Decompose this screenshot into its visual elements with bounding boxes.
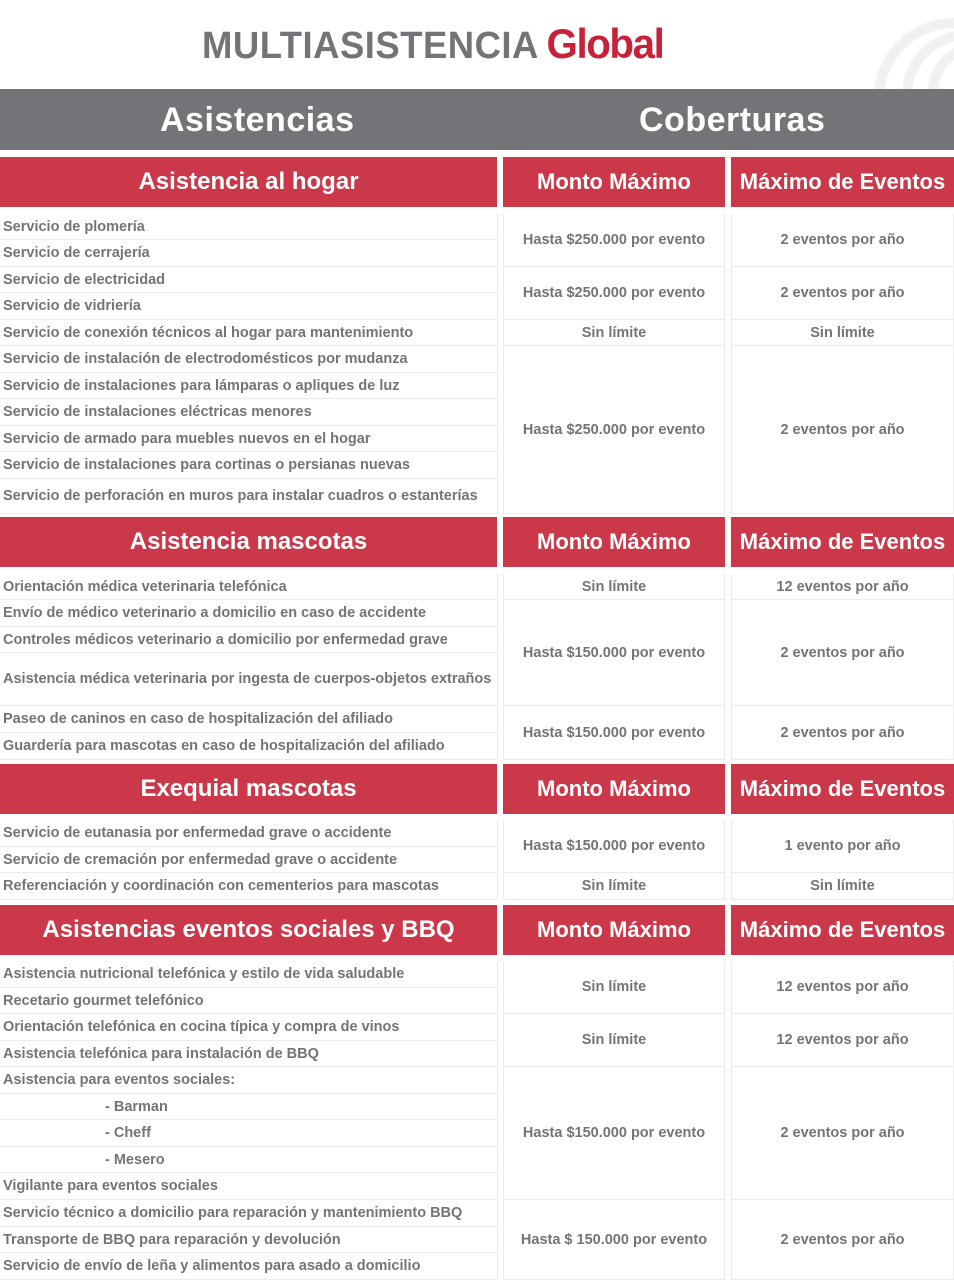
service-row: Servicio de instalaciones para lámparas o apliques de luz bbox=[0, 373, 497, 399]
events-cell: 2 eventos por año bbox=[731, 1200, 954, 1280]
column-group-bar bbox=[0, 89, 954, 150]
service-row: Transporte de BBQ para reparación y devolución bbox=[0, 1227, 497, 1253]
section-title: Asistencia al hogar bbox=[0, 157, 497, 207]
events-cell: 1 evento por año bbox=[731, 820, 954, 873]
asistencias-heading: Asistencias bbox=[160, 101, 355, 139]
service-row: Servicio de eutanasia por enfermedad grave o accidente bbox=[0, 820, 497, 847]
amount-cell: Sin límite bbox=[503, 574, 725, 600]
globe-icon bbox=[864, 8, 954, 90]
divider bbox=[497, 574, 498, 760]
amount-cell: Hasta $150.000 por evento bbox=[503, 600, 725, 706]
service-row: Servicio técnico a domicilio para reparación y mantenimiento BBQ bbox=[0, 1200, 497, 1227]
divider bbox=[497, 214, 498, 514]
service-row: Paseo de caninos en caso de hospitalización del afiliado bbox=[0, 706, 497, 733]
service-row: Servicio de plomería bbox=[0, 214, 497, 240]
events-cell: 12 eventos por año bbox=[731, 574, 954, 600]
amount-cell: Sin límite bbox=[503, 1014, 725, 1067]
amount-cell: Sin límite bbox=[503, 320, 725, 346]
amount-cell: Sin límite bbox=[503, 873, 725, 900]
events-cell: 2 eventos por año bbox=[731, 214, 954, 267]
service-row: Controles médicos veterinario a domicilio por enfermedad grave bbox=[0, 627, 497, 653]
service-row: Servicio de perforación en muros para instalar cuadros o estanterías bbox=[0, 479, 497, 514]
service-row: Servicio de cerrajería bbox=[0, 240, 497, 267]
service-row: Referenciación y coordinación con cementerios para mascotas bbox=[0, 873, 497, 900]
column-header-events: Máximo de Eventos bbox=[731, 157, 954, 207]
divider bbox=[497, 962, 498, 1280]
service-row: - Mesero bbox=[0, 1147, 497, 1173]
events-cell: Sin límite bbox=[731, 873, 954, 900]
amount-cell: Hasta $150.000 por evento bbox=[503, 820, 725, 873]
events-cell: 2 eventos por año bbox=[731, 1067, 954, 1200]
amount-cell: Hasta $ 150.000 por evento bbox=[503, 1200, 725, 1280]
amount-cell: Hasta $250.000 por evento bbox=[503, 214, 725, 267]
column-header-events: Máximo de Eventos bbox=[731, 517, 954, 567]
column-header-amount: Monto Máximo bbox=[503, 764, 725, 814]
column-header-events: Máximo de Eventos bbox=[731, 764, 954, 814]
service-row: Servicio de vidriería bbox=[0, 293, 497, 320]
amount-cell: Hasta $250.000 por evento bbox=[503, 346, 725, 514]
divider bbox=[497, 821, 498, 900]
coberturas-heading: Coberturas bbox=[639, 101, 826, 139]
section-title: Asistencias eventos sociales y BBQ bbox=[0, 905, 497, 955]
brand-logo bbox=[202, 20, 663, 68]
events-cell: 2 eventos por año bbox=[731, 267, 954, 320]
amount-cell: Hasta $150.000 por evento bbox=[503, 1067, 725, 1200]
column-header-amount: Monto Máximo bbox=[503, 157, 725, 207]
brand-accent: Global bbox=[546, 20, 664, 67]
column-header-events: Máximo de Eventos bbox=[731, 905, 954, 955]
events-cell: 2 eventos por año bbox=[731, 600, 954, 706]
service-row: Envío de médico veterinario a domicilio en caso de accidente bbox=[0, 600, 497, 627]
service-row: Servicio de envío de leña y alimentos para asado a domicilio bbox=[0, 1253, 497, 1280]
events-cell: 12 eventos por año bbox=[731, 961, 954, 1014]
service-row: Asistencia telefónica para instalación de BBQ bbox=[0, 1041, 497, 1067]
service-row: Servicio de instalaciones eléctricas menores bbox=[0, 399, 497, 426]
service-row: Recetario gourmet telefónico bbox=[0, 988, 497, 1014]
events-cell: 2 eventos por año bbox=[731, 346, 954, 514]
service-row: Orientación telefónica en cocina típica y compra de vinos bbox=[0, 1014, 497, 1041]
service-row: Servicio de cremación por enfermedad grave o accidente bbox=[0, 847, 497, 873]
events-cell: 12 eventos por año bbox=[731, 1014, 954, 1067]
service-row: Servicio de armado para muebles nuevos en el hogar bbox=[0, 426, 497, 452]
service-row: Vigilante para eventos sociales bbox=[0, 1173, 497, 1200]
service-row: Servicio de electricidad bbox=[0, 267, 497, 293]
service-row: Guardería para mascotas en caso de hospitalización del afiliado bbox=[0, 733, 497, 760]
service-row: Servicio de conexión técnicos al hogar para mantenimiento bbox=[0, 320, 497, 346]
amount-cell: Sin límite bbox=[503, 961, 725, 1014]
brand-header bbox=[0, 0, 954, 88]
amount-cell: Hasta $150.000 por evento bbox=[503, 706, 725, 760]
column-header-amount: Monto Máximo bbox=[503, 905, 725, 955]
section-title: Asistencia mascotas bbox=[0, 517, 497, 567]
events-cell: Sin límite bbox=[731, 320, 954, 346]
events-cell: 2 eventos por año bbox=[731, 706, 954, 760]
brand-name: MULTIASISTENCIA bbox=[202, 25, 539, 67]
service-row: Asistencia nutricional telefónica y estilo de vida saludable bbox=[0, 961, 497, 988]
amount-cell: Hasta $250.000 por evento bbox=[503, 267, 725, 320]
service-row: Servicio de instalaciones para cortinas o persianas nuevas bbox=[0, 452, 497, 479]
service-row: Asistencia para eventos sociales: bbox=[0, 1067, 497, 1094]
service-row: Asistencia médica veterinaria por ingesta de cuerpos-objetos extraños bbox=[0, 653, 497, 706]
service-row: Orientación médica veterinaria telefónica bbox=[0, 574, 497, 600]
service-row: Servicio de instalación de electrodomésticos por mudanza bbox=[0, 346, 497, 373]
column-header-amount: Monto Máximo bbox=[503, 517, 725, 567]
service-row: - Cheff bbox=[0, 1120, 497, 1147]
section-title: Exequial mascotas bbox=[0, 764, 497, 814]
service-row: - Barman bbox=[0, 1094, 497, 1120]
